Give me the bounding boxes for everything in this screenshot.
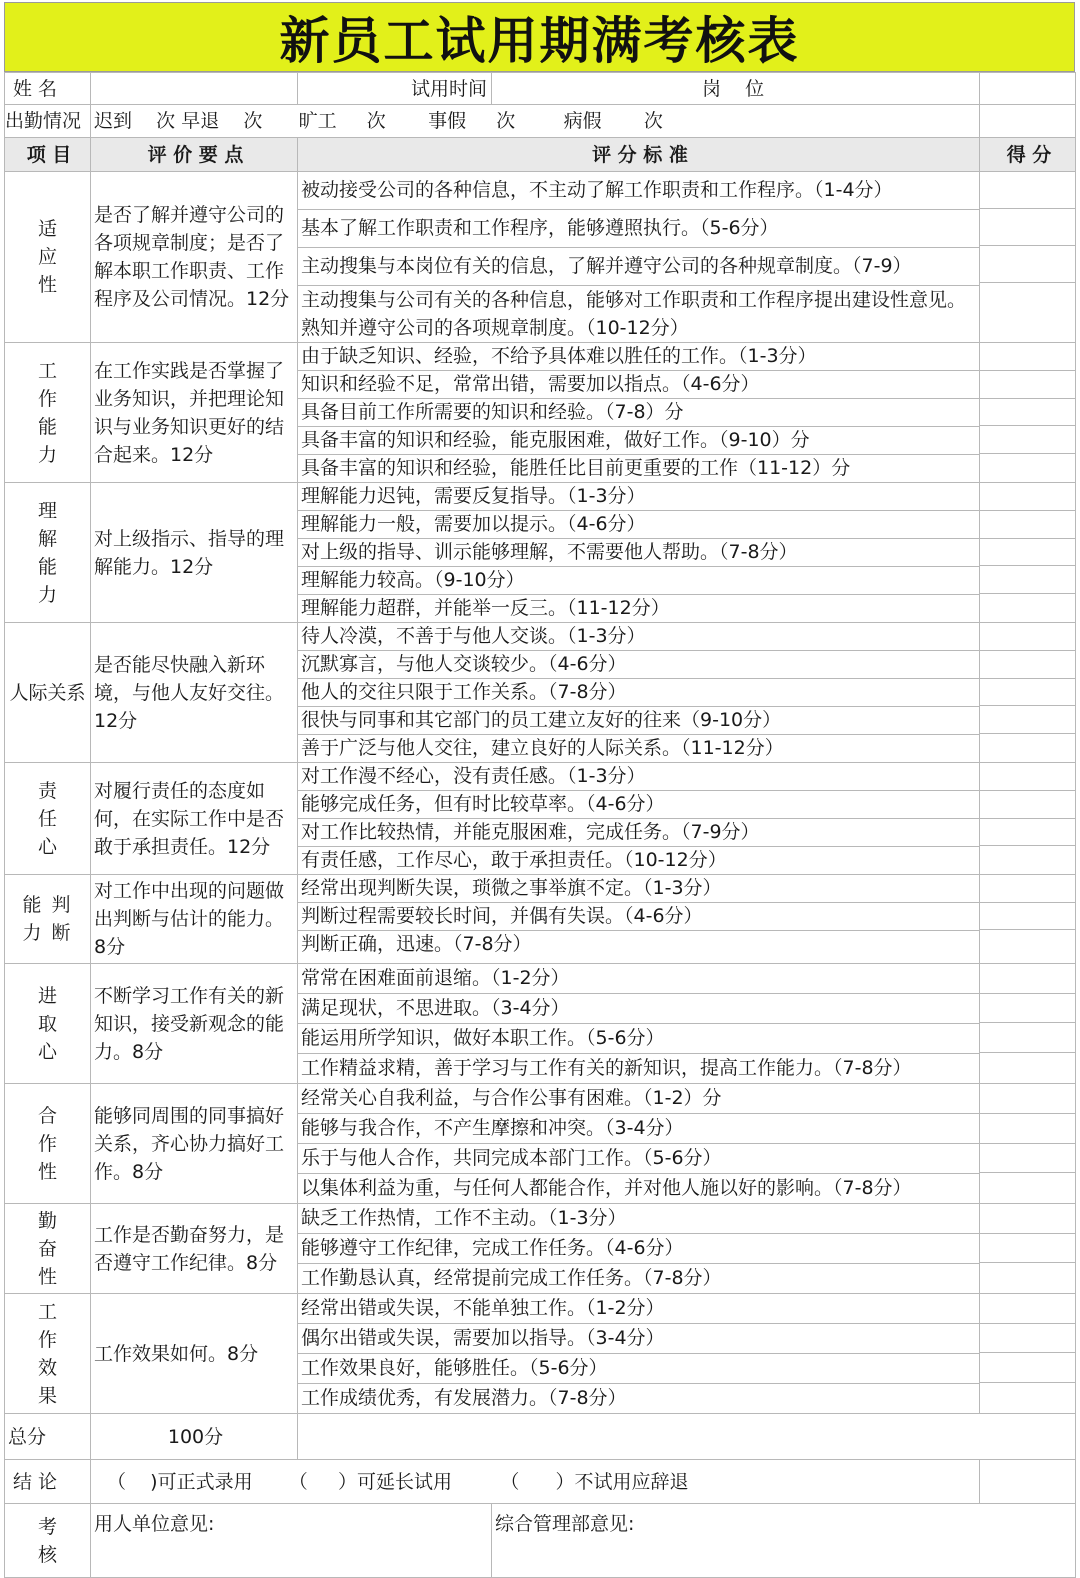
score-input[interactable] — [980, 846, 1075, 874]
score-input[interactable] — [980, 594, 1075, 622]
section-row — [5, 964, 1076, 1084]
score-input[interactable] — [980, 371, 1075, 399]
header-row — [5, 138, 1076, 172]
criteria-line: 能够遵守工作纪律，完成工作任务。（4-6分） — [298, 1234, 979, 1264]
period-field[interactable] — [298, 73, 492, 105]
category-label: 人际关系 — [9, 681, 86, 704]
admin-opinion-field[interactable] — [492, 1504, 1076, 1578]
category-cell — [5, 964, 91, 1084]
score-input[interactable] — [980, 399, 1075, 427]
score-input[interactable] — [980, 1324, 1075, 1354]
criteria-line: 主动搜集与公司有关的各种信息，能够对工作职责和工作程序提出建设性意见。熟知并遵守公司的各项规章制度。（10-12分） — [301, 289, 967, 339]
category-label: 合作性 — [37, 1104, 57, 1183]
conclusion-options[interactable]: （ )可正式录用 （ ）可延长试用 （ ）不试用应辞退 — [91, 1460, 980, 1504]
criteria-line: 判断正确，迅速。（7-8分） — [301, 933, 532, 955]
criteria-line: 经常出错或失误，不能单独工作。（1-2分） — [298, 1294, 979, 1324]
criteria-line: 对工作比较热情，并能克服困难，完成任务。（7-9分） — [298, 819, 979, 847]
category-label: 责任心 — [37, 779, 57, 858]
conclusion-row — [5, 1460, 1076, 1504]
evaluation-point: 对上级指示、指导的理解能力。12分 — [91, 483, 298, 623]
category-label: 进取心 — [37, 984, 57, 1063]
score-input[interactable] — [980, 566, 1075, 594]
score-input[interactable] — [980, 1263, 1075, 1293]
criteria-line: 理解能力较高。（9-10分） — [298, 567, 979, 595]
criteria-line: 能运用所学知识，做好本职工作。（5-6分） — [298, 1024, 979, 1054]
category-cell — [5, 623, 91, 763]
criteria-line: 满足现状，不思进取。（3-4分） — [298, 994, 979, 1024]
criteria-cell — [298, 1294, 980, 1414]
criteria-line: 以集体利益为重，与任何人都能合作，并对他人施以好的影响。（7-8分） — [301, 1177, 912, 1199]
evaluation-point: 对工作中出现的问题做出判断与估计的能力。8分 — [91, 875, 298, 964]
criteria-line: 待人冷漠，不善于与他人交谈。（1-3分） — [298, 623, 979, 651]
review-label-cell — [5, 1504, 91, 1578]
criteria-line: 他人的交往只限于工作关系。（7-8分） — [298, 679, 979, 707]
category-cell — [5, 875, 91, 964]
attendance-text[interactable]: 迟到 次 早退 次 旷工 次 事假 次 病假 次 — [91, 105, 980, 138]
header-points: 评 价 要 点 — [91, 138, 298, 172]
category-label: 工作能力 — [37, 359, 57, 466]
criteria-line: 知识和经验不足，常常出错，需要加以指点。（4-6分） — [298, 371, 979, 399]
criteria-line: 沉默寡言，与他人交谈较少。（4-6分） — [298, 651, 979, 679]
admin-opinion-label: 综合管理部意见: — [495, 1513, 635, 1535]
unit-opinion-field[interactable] — [91, 1504, 492, 1578]
category-cell — [5, 172, 91, 343]
section-row — [5, 483, 1076, 623]
conclusion-label: 结 论 — [5, 1460, 91, 1504]
section-row — [5, 623, 1076, 763]
score-input[interactable] — [980, 623, 1075, 651]
score-input[interactable] — [980, 483, 1075, 511]
post-field[interactable] — [980, 73, 1076, 105]
criteria-cell — [298, 172, 980, 343]
criteria-line: 基本了解工作职责和工作程序，能够遵照执行。（5-6分） — [298, 210, 979, 248]
criteria-cell — [298, 1204, 980, 1294]
score-input[interactable] — [980, 246, 1075, 283]
criteria-cell — [298, 964, 980, 1084]
header-item: 项 目 — [5, 138, 91, 172]
score-input[interactable] — [980, 1084, 1075, 1114]
section-row — [5, 1084, 1076, 1204]
section-row — [5, 763, 1076, 875]
total-blank[interactable] — [298, 1414, 1076, 1460]
evaluation-sheet — [4, 2, 1075, 1566]
score-input[interactable] — [980, 763, 1075, 791]
score-input[interactable] — [980, 1023, 1075, 1053]
score-input[interactable] — [980, 964, 1075, 994]
post-label: 岗 位 — [702, 77, 765, 100]
score-input[interactable] — [980, 1144, 1075, 1174]
criteria-line: 主动搜集与本岗位有关的信息，了解并遵守公司的各种规章制度。（7-9） — [298, 248, 979, 286]
criteria-line: 经常出现判断失误，琐微之事举旗不定。（1-3分） — [298, 875, 979, 903]
score-input[interactable] — [980, 539, 1075, 567]
evaluation-point: 是否能尽快融入新环境，与他人友好交往。12分 — [91, 623, 298, 763]
header-criteria: 评 分 标 准 — [298, 138, 980, 172]
criteria-line: 工作效果良好，能够胜任。（5-6分） — [298, 1354, 979, 1384]
evaluation-table — [4, 72, 1076, 1578]
attendance-row — [5, 105, 1076, 138]
score-input[interactable] — [980, 903, 1075, 931]
score-input[interactable] — [980, 511, 1075, 539]
criteria-line: 很快与同事和其它部门的员工建立友好的往来（9-10分） — [298, 707, 979, 735]
score-field[interactable] — [980, 964, 1076, 1084]
score-input[interactable] — [980, 454, 1075, 482]
section-row — [5, 875, 1076, 964]
score-input[interactable] — [980, 651, 1075, 679]
criteria-cell — [298, 343, 980, 483]
score-input[interactable] — [980, 172, 1075, 209]
score-field[interactable] — [980, 172, 1076, 343]
criteria-line: 工作成绩优秀，有发展潜力。（7-8分） — [301, 1387, 627, 1409]
post-cell[interactable] — [492, 73, 980, 105]
score-input[interactable] — [980, 1353, 1075, 1383]
category-label: 勤奋性 — [37, 1209, 57, 1288]
score-input[interactable] — [980, 1114, 1075, 1144]
criteria-line: 理解能力迟钝，需要反复指导。（1-3分） — [298, 483, 979, 511]
criteria-line: 具备丰富的知识和经验，能胜任比目前更重要的工作（11-12）分 — [301, 457, 851, 479]
total-row — [5, 1414, 1076, 1460]
score-input[interactable] — [980, 875, 1075, 903]
criteria-line: 乐于与他人合作，共同完成本部门工作。（5-6分） — [298, 1144, 979, 1174]
criteria-cell — [298, 483, 980, 623]
criteria-cell — [298, 623, 980, 763]
section-row — [5, 1294, 1076, 1414]
attendance-label: 出勤情况 — [5, 105, 91, 138]
score-input[interactable] — [980, 1294, 1075, 1324]
criteria-line: 对工作漫不经心，没有责任感。（1-3分） — [298, 763, 979, 791]
category-label: 理解能力 — [37, 499, 57, 606]
score-field[interactable] — [980, 623, 1076, 763]
review-row — [5, 1504, 1076, 1578]
criteria-line: 由于缺乏知识、经验，不给予具体难以胜任的工作。（1-3分） — [298, 343, 979, 371]
category-label: 适应性 — [37, 218, 57, 296]
evaluation-point: 在工作实践是否掌握了业务知识，并把理论知识与业务知识更好的结合起来。12分 — [91, 343, 298, 483]
score-input[interactable] — [980, 679, 1075, 707]
score-field[interactable] — [980, 1294, 1076, 1414]
review-label: 考核 — [37, 1515, 57, 1566]
criteria-line: 能够完成任务，但有时比较草率。（4-6分） — [298, 791, 979, 819]
criteria-line: 理解能力超群，并能举一反三。（11-12分） — [301, 597, 670, 619]
score-field[interactable] — [980, 1204, 1076, 1294]
criteria-line: 具备目前工作所需要的知识和经验。（7-8）分 — [298, 399, 979, 427]
evaluation-point: 能够同周围的同事搞好关系，齐心协力搞好工作。8分 — [91, 1084, 298, 1204]
criteria-line: 工作勤恳认真，经常提前完成工作任务。（7-8分） — [301, 1267, 722, 1289]
score-field[interactable] — [980, 1084, 1076, 1204]
period-label: 试用时间 — [410, 77, 487, 100]
score-input[interactable] — [980, 1053, 1075, 1083]
criteria-line: 判断过程需要较长时间，并偶有失误。（4-6分） — [298, 903, 979, 931]
score-input[interactable] — [980, 791, 1075, 819]
evaluation-point: 对履行责任的态度如何，在实际工作中是否敢于承担责任。12分 — [91, 763, 298, 875]
score-input[interactable] — [980, 283, 1075, 320]
section-row — [5, 343, 1076, 483]
criteria-line: 能够与我合作，不产生摩擦和冲突。（3-4分） — [298, 1114, 979, 1144]
criteria-line: 有责任感，工作尽心，敢于承担责任。（10-12分） — [301, 849, 727, 871]
criteria-line: 工作精益求精，善于学习与工作有关的新知识，提高工作能力。（7-8分） — [301, 1057, 912, 1079]
criteria-cell — [298, 1084, 980, 1204]
criteria-line: 对上级的指导、训示能够理解，不需要他人帮助。（7-8分） — [298, 539, 979, 567]
evaluation-point: 是否了解并遵守公司的各项规章制度；是否了解本职工作职责、工作程序及公司情况。12分 — [91, 172, 298, 343]
criteria-line: 偶尔出错或失误，需要加以指导。（3-4分） — [298, 1324, 979, 1354]
evaluation-point: 工作效果如何。8分 — [91, 1294, 298, 1414]
score-input[interactable] — [980, 819, 1075, 847]
unit-opinion-label: 用人单位意见: — [94, 1513, 215, 1535]
total-label: 总分 — [5, 1414, 91, 1460]
header-score: 得 分 — [980, 138, 1076, 172]
category-cell — [5, 1204, 91, 1294]
score-field[interactable] — [980, 343, 1076, 483]
score-input[interactable] — [980, 209, 1075, 246]
name-label: 姓 名 — [5, 73, 91, 105]
score-input[interactable] — [980, 734, 1075, 762]
score-field[interactable] — [980, 483, 1076, 623]
score-input[interactable] — [980, 706, 1075, 734]
category-label: 工作效果 — [37, 1300, 57, 1407]
section-row — [5, 1204, 1076, 1294]
category-cell — [5, 1294, 91, 1414]
form-title: 新员工试用期满考核表 — [4, 2, 1075, 72]
score-input[interactable] — [980, 426, 1075, 454]
category-cell — [5, 1084, 91, 1204]
total-value: 100分 — [91, 1414, 298, 1460]
section-row — [5, 172, 1076, 343]
category-display: 能 判 力 断 — [22, 894, 73, 944]
category-cell — [5, 343, 91, 483]
criteria-cell — [298, 875, 980, 964]
score-input[interactable] — [980, 930, 1075, 958]
criteria-line: 具备丰富的知识和经验，能克服困难，做好工作。（9-10）分 — [298, 427, 979, 455]
evaluation-point: 不断学习工作有关的新知识，接受新观念的能力。8分 — [91, 964, 298, 1084]
info-row — [5, 73, 1076, 105]
criteria-line: 被动接受公司的各种信息，不主动了解工作职责和工作程序。（1-4分） — [298, 172, 979, 210]
score-input[interactable] — [980, 1234, 1075, 1264]
score-input[interactable] — [980, 994, 1075, 1024]
criteria-line: 缺乏工作热情，工作不主动。（1-3分） — [298, 1204, 979, 1234]
category-cell — [5, 763, 91, 875]
score-field[interactable] — [980, 875, 1076, 964]
score-field[interactable] — [980, 763, 1076, 875]
name-field[interactable] — [91, 73, 298, 105]
criteria-line: 善于广泛与他人交往，建立良好的人际关系。（11-12分） — [301, 737, 784, 759]
score-input[interactable] — [980, 1383, 1075, 1413]
criteria-cell — [298, 763, 980, 875]
criteria-line: 常常在困难面前退缩。（1-2分） — [298, 964, 979, 994]
score-input[interactable] — [980, 343, 1075, 371]
evaluation-point: 工作是否勤奋努力，是否遵守工作纪律。8分 — [91, 1204, 298, 1294]
score-input[interactable] — [980, 1204, 1075, 1234]
attendance-blank — [980, 105, 1076, 138]
conclusion-blank — [980, 1460, 1076, 1504]
criteria-line: 经常关心自我利益，与合作公事有困难。（1-2）分 — [298, 1084, 979, 1114]
score-input[interactable] — [980, 1173, 1075, 1203]
criteria-line: 理解能力一般，需要加以提示。（4-6分） — [298, 511, 979, 539]
category-cell — [5, 483, 91, 623]
